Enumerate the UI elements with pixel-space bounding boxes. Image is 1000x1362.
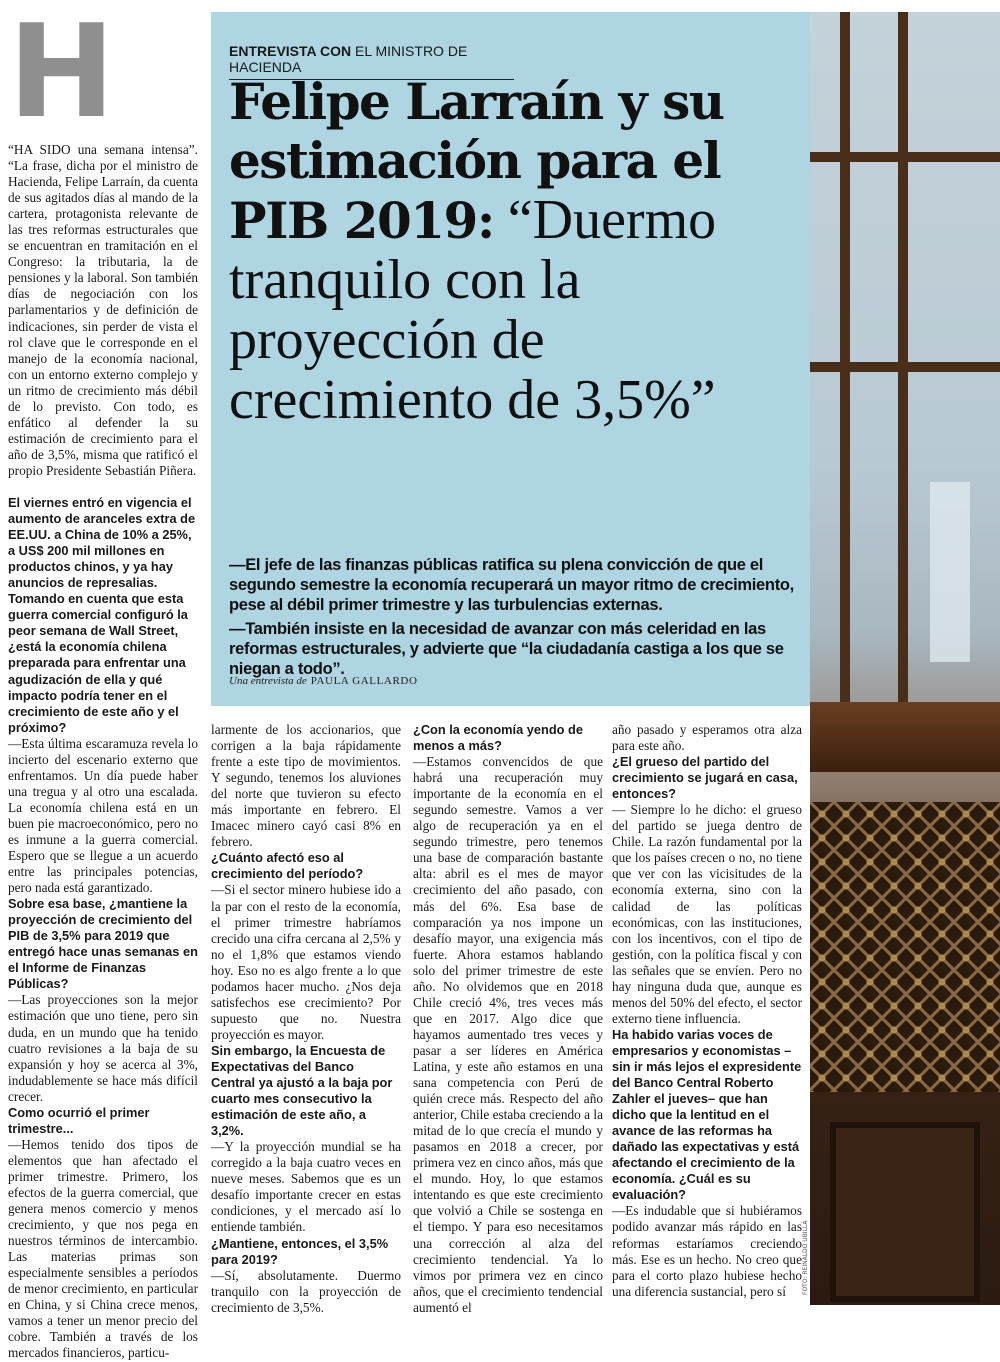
interview-question: Sobre esa base, ¿mantiene la proyección de crecimiento del PIB de 3,5% para 2019 que entregó hace unas semanas en el Informe de Finanzas Públicas? [8, 896, 198, 992]
paragraph-gap [8, 479, 198, 495]
interview-question: ¿Cuánto afectó eso al crecimiento del período? [211, 850, 364, 882]
interview-paragraph: larmente de los accionarios, que corrigen a la baja rápidamente frente a este tipo de movimientos. Y segundo, tenemos los aluviones del norte que tuvieron su efecto más importante en febrero. El Imacec minero cayó casi 8% en febrero. [211, 722, 401, 850]
interview-paragraph: —Estamos convencidos de que habrá una recuperación muy importante de la economía en el segundo semestre. Vamos a ver algo de recuperación ya en el segundo trimestre, pero tenemos una base de comparación bastante alta: abril es el mes de mayor crecimiento del año pasado, con más del 6%. Esa base de comparación ya nos impone un desafío mayor, una exigencia más fuerte. Ahora estamos hablando solo del primer trimestre de este año. No olvidemos que en 2018 Chile creció 4%, tres veces más que en 2017. Algo dice que hayamos aumentado tres veces y pasar a ser líderes en América Latina, y este año estamos en una sana competencia con Perú de quién crece más. Respecto del año anterior, Chile estaba creciendo a la mitad de lo que crecía el mundo y pasamos en 2018 a crecer, por primera vez en cinco años, más que el mundo. Hoy, lo que estamos intentando es que este crecimiento que volvió a Chile se sostenga en el tiempo. Y para eso necesitamos una corrección al alza del crecimiento tendencial. Ya lo vimos por primera vez en cinco años, que el crecimiento tendencial aumentó el [413, 754, 603, 1315]
body-column-3 [413, 722, 603, 1316]
byline-prefix: Una entrevista de [229, 675, 307, 687]
interview-question: ¿Con la economía yendo de menos a más? [413, 722, 583, 754]
headline [229, 72, 799, 430]
window-sill [810, 702, 1000, 772]
interview-paragraph: año pasado y esperamos otra alza para este año. [612, 722, 802, 754]
headline-quote: “Duermo tranquilo con la proyección de crecimiento de 3,5%” [229, 189, 717, 431]
window-frame-middle [898, 12, 908, 702]
interview-paragraph: “HA SIDO una semana intensa”. “La frase, dicha por el ministro de Hacienda, Felipe Larraín, da cuenta de sus agitados días al mando de la cartera, protagonista relevante de las tres reformas estructurales que se encuentran en tramitación en el Congreso: la tributaria, la de pensiones y la laboral. Son también días de negociación con los parlamentarios y de definición de indicaciones, sin perder de vista el rol clave que le corresponde en el manejo de la economía nacional, con un entorno externo complejo y un ritmo de crecimiento más débil de lo previsto. Con todo, es enfático al defender la su estimación de crecimiento para el año de 3,5%, misma que ratificó el propio Presidente Sebastián Piñera. [8, 142, 198, 478]
body-column-2 [211, 722, 401, 1316]
lattice-grille [810, 802, 1000, 1092]
window-frame-bar-mid [810, 362, 1000, 372]
byline-name: PAULA GALLARDO [310, 675, 418, 687]
interview-paragraph: —Las proyecciones son la mejor estimación que uno tiene, pero sin duda, en un mundo que ha tenido cuatro revisiones a la baja de su expansión y hoy se acerca al 3%, indudablemente se hace más difícil crecer. [8, 992, 198, 1104]
interview-paragraph: —Es indudable que si hubiéramos podido avanzar más rápido en las reformas estaríamos creciendo más. Ese es un hecho. No creo que para el corto plazo hubiese hecho una diferencia sustancial, pero sí [612, 1203, 802, 1299]
interview-question: Ha habido varias voces de empresarios y economistas –sin ir más lejos el expresidente del Banco Central Roberto Zahler el jueves– que han dicho que la lentitud en el avance de las reformas ha dañado las expectativas y está afectando el crecimiento de la economía. ¿Cuál es su evaluación? [612, 1026, 802, 1203]
interview-paragraph: —Y la proyección mundial se ha corregido a la baja cuatro veces en nueve meses. Sabemos que es un desafío importante crecer en estas condiciones, y el mercado así lo entiende también. [211, 1139, 401, 1235]
interview-paragraph: —Esta última escaramuza revela lo incierto del escenario externo que enfrentamos. Un día puede haber una tregua y al otro una escalada. La economía chilena está en un buen pie macroeconómico, pero no es inmune a la guerra comercial. Espero que se llegue a un acuerdo entre las principales potencias, pero nada está garantizado. [8, 735, 198, 896]
deck-point-1: —El jefe de las finanzas públicas ratifica su plena convicción de que el segundo semestre la economía recuperará un mayor ritmo de crecimiento, pese al débil primer trimestre y las turbulencias externas. [229, 556, 794, 614]
drop-cap: H [8, 0, 116, 147]
interview-paragraph: —Hemos tenido dos tipos de elementos que han afectado el primer trimestre. Primero, los efectos de la guerra comercial, que genera menos comercio y menos crecimiento, y que nos pega en nuestros términos de intercambio. Las materias primas son especialmente sensibles a períodos de menor crecimiento, en particular en China, y si China crece menos, vamos a tener un menor precio del cobre. También a través de los mercados financieros, particu- [8, 1136, 198, 1361]
byline [229, 675, 418, 687]
wood-panel [830, 1122, 980, 1302]
photo-building-shape [930, 482, 970, 662]
kicker-rest: EL MINISTRO DE HACIENDA [229, 43, 468, 75]
photo-credit: FOTO: REINALDO UBILLA [802, 1220, 809, 1295]
interview-question: ¿Mantiene, entonces, el 3,5% para 2019? [211, 1235, 389, 1267]
body-column-1 [8, 142, 198, 1362]
deck-point-2: —También insiste en la necesidad de avanzar con más celeridad en las reformas estructurales, y advierte que “la ciudadanía castiga a los que se niegan a todo”. [229, 620, 784, 678]
interview-paragraph: — Siempre lo he dicho: el grueso del partido se juega dentro de Chile. La razón fundamental por la que los países crecen o no, no tiene que ver con las vicisitudes de la economía externa, sino con la calidad de las políticas económicas, con las instituciones, con los incentivos, con el tipo de gestión, con la política fiscal y con las señales que se envíen. Pero no hay ninguna duda que, aunque es menos del 50% del efecto, el sector externo tiene influencia. [612, 802, 802, 1026]
interview-question: ¿El grueso del partido del crecimiento se jugará en casa, entonces? [612, 754, 798, 802]
deck [229, 555, 799, 683]
interview-question: El viernes entró en vigencia el aumento de aranceles extra de EE.UU. a China de 10% a 25%, a US$ 200 mil millones en productos chinos, y ya hay anuncios de represalias. Tomando en cuenta que esta guerra comercial configuró la peor semana de Wall Street, ¿está la economía chilena preparada para enfrentar una agudización de ella y qué impacto podría tener en el crecimiento de este año y el próximo? [8, 494, 196, 735]
body-column-4 [612, 722, 802, 1300]
interview-question: Sin embargo, la Encuesta de Expectativas del Banco Central ya ajustó a la baja por cuarto mes consecutivo la estimación de este año, a 3,2%. [211, 1042, 393, 1139]
headline-bold: Felipe Larraín y su estimación para el PIB 2019: [229, 72, 724, 250]
window-frame-left [840, 12, 850, 702]
window-frame-bar-top [810, 152, 1000, 162]
interview-paragraph: —Sí, absolutamente. Duermo tranquilo con la proyección de crecimiento de 3,5%. [211, 1267, 401, 1315]
article-photo [810, 12, 1000, 1305]
interview-paragraph: —Si el sector minero hubiese ido a la par con el resto de la economía, el primer trimestre habríamos crecido una cifra cercana al 2,5% y no el 1,8% que estamos viendo hoy. Eso no es algo frente a lo que podamos hacer mucho. ¿Nos deja satisfechos ese crecimiento? Por supuesto que no. Nuestra proyección es mayor. [211, 882, 401, 1042]
interview-question: Como ocurrió el primer trimestre... [8, 1104, 150, 1136]
kicker-bold: ENTREVISTA CON [229, 43, 352, 59]
